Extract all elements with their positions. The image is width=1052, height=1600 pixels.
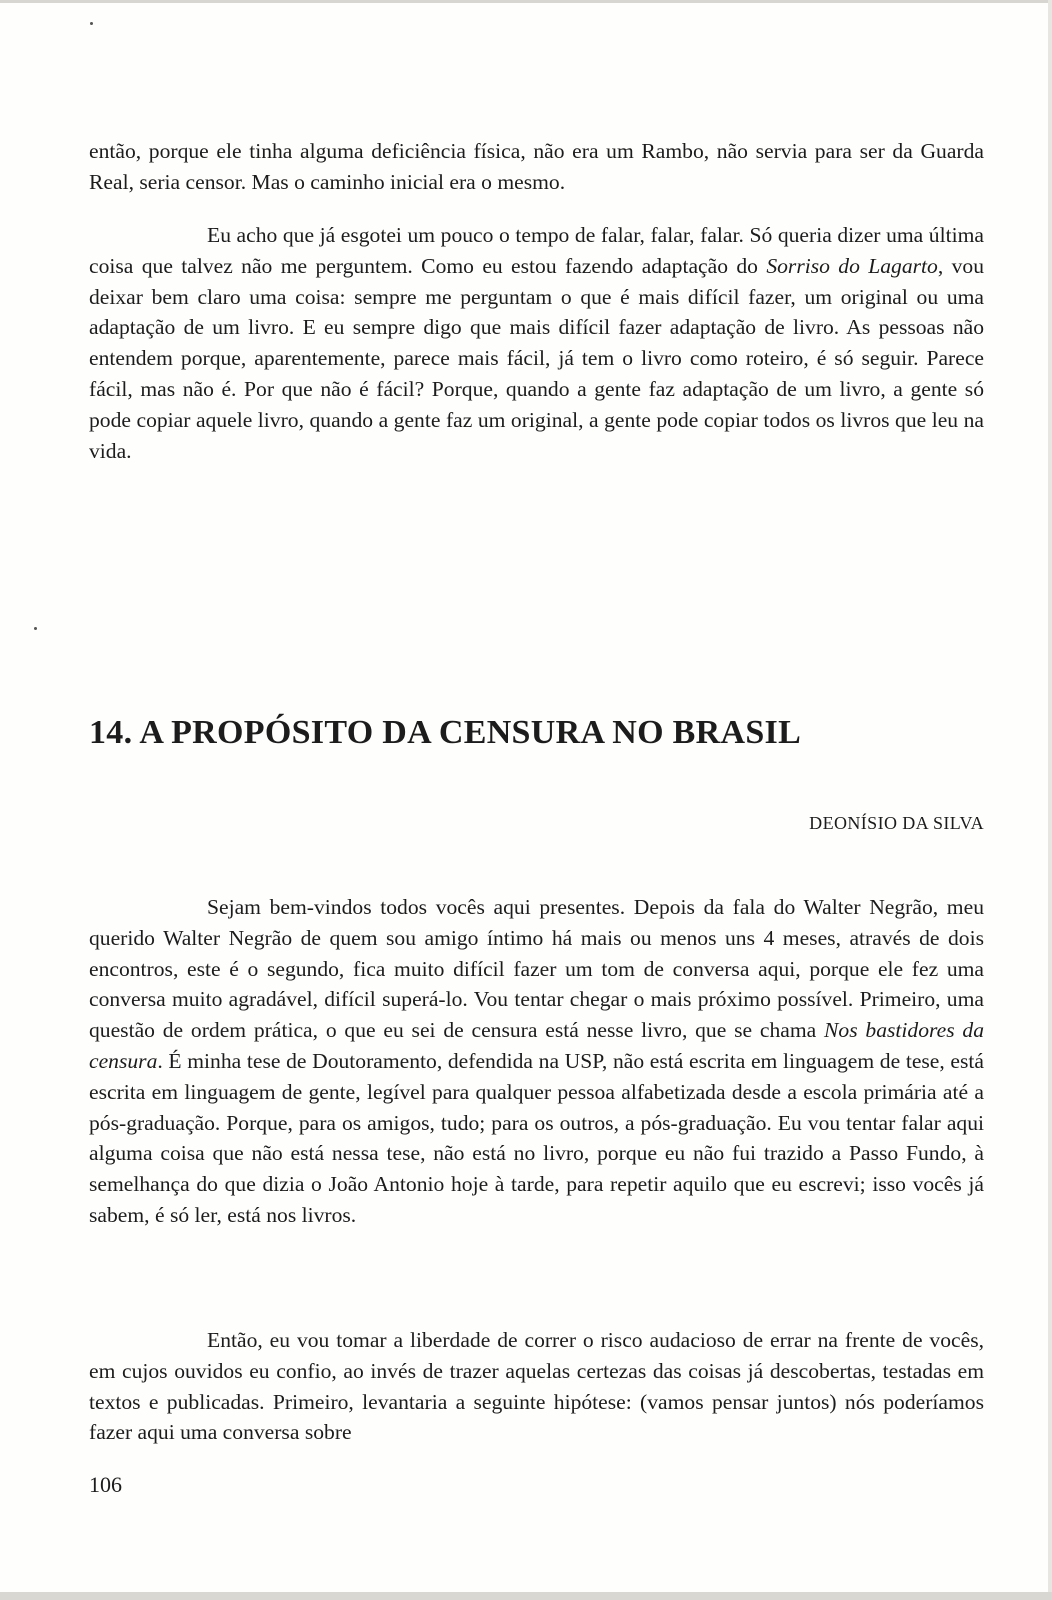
paragraph-text: então, porque ele tinha alguma deficiência física, não era um Rambo, não servia para ser da Guarda Real, seria censor. Mas o caminho inicial era o mesmo. bbox=[89, 139, 984, 194]
scan-speck bbox=[34, 627, 37, 630]
paragraph-text: Então, eu vou tomar a liberdade de correr o risco audacioso de errar na frente de vocês, em cujos ouvidos eu confio, ao invés de trazer aquelas certezas das coisas já descobertas, testadas em textos e publicadas. Primeiro, levantaria a seguinte hipótese: (vamos pensar juntos) nós poderíamos fazer aqui uma conversa sobre bbox=[89, 1328, 984, 1445]
paragraph-text bbox=[89, 220, 984, 466]
page-bottom-edge bbox=[0, 1592, 1052, 1600]
paragraph-adaptation bbox=[89, 220, 984, 466]
scan-speck bbox=[90, 22, 93, 25]
chapter-author: DEONÍSIO DA SILVA bbox=[809, 813, 984, 833]
page-right-edge bbox=[1048, 0, 1052, 1600]
paragraph-continuation bbox=[89, 136, 984, 198]
paragraph-text bbox=[89, 892, 984, 1231]
text-run: Eu acho que já esgotei um pouco o tempo de falar, falar, falar. Só queria dizer uma última coisa que talvez não me perguntem. Como eu estou fazendo adaptação do bbox=[89, 223, 984, 278]
paragraph-welcome bbox=[89, 892, 984, 1231]
page-top-edge bbox=[0, 0, 1052, 3]
page-number: 106 bbox=[89, 1472, 122, 1497]
chapter-heading: 14. A PROPÓSITO DA CENSURA NO BRASIL bbox=[89, 714, 802, 751]
text-run: . É minha tese de Doutoramento, defendida na USP, não está escrita em linguagem de tese, está escrita em linguagem de gente, legível para qualquer pessoa alfabetizada desde a escola primária até a pós-graduação. Porque, para os amigos, tudo; para os outros, a pós-graduação. Eu vou tentar falar aqui alguma coisa que não está nessa tese, não está no livro, porque eu não fui trazido a Passo Fundo, à semelhança do que dizia o João Antonio hoje à tarde, para repetir aquilo que eu escrevi; isso vocês já sabem, é só ler, está nos livros. bbox=[89, 1048, 984, 1227]
text-run: , vou deixar bem claro uma coisa: sempre me perguntam o que é mais difícil fazer, um original ou uma adaptação de um livro. E eu sempre digo que mais difícil fazer adaptação de livro. As pessoas não entendem porque, aparentemente, parece mais fácil, já tem o livro como roteiro, é só seguir. Parece fácil, mas não é. Por que não é fácil? Porque, quando a gente faz adaptação de um livro, a gente só pode copiar aquele livro, quando a gente faz um original, a gente pode copiar todos os livros que leu na vida. bbox=[89, 253, 984, 463]
text-run: Sejam bem-vindos todos vocês aqui presentes. Depois da fala do Walter Negrão, meu querido Walter Negrão de quem sou amigo íntimo há mais ou menos uns 4 meses, através de dois encontros, este é o segundo, fica muito difícil fazer um tom de conversa aqui, porque ele fez uma conversa muito agradável, difícil superá-lo. Vou tentar chegar o mais próximo possível. Primeiro, uma questão de ordem prática, o que eu sei de censura está nesse livro, que se chama bbox=[89, 895, 984, 1043]
paragraph-hypothesis bbox=[89, 1325, 984, 1448]
italic-book-title: Sorriso do Lagarto bbox=[766, 253, 938, 278]
italic-book-title: Nos bastidores da censura bbox=[89, 1018, 984, 1073]
